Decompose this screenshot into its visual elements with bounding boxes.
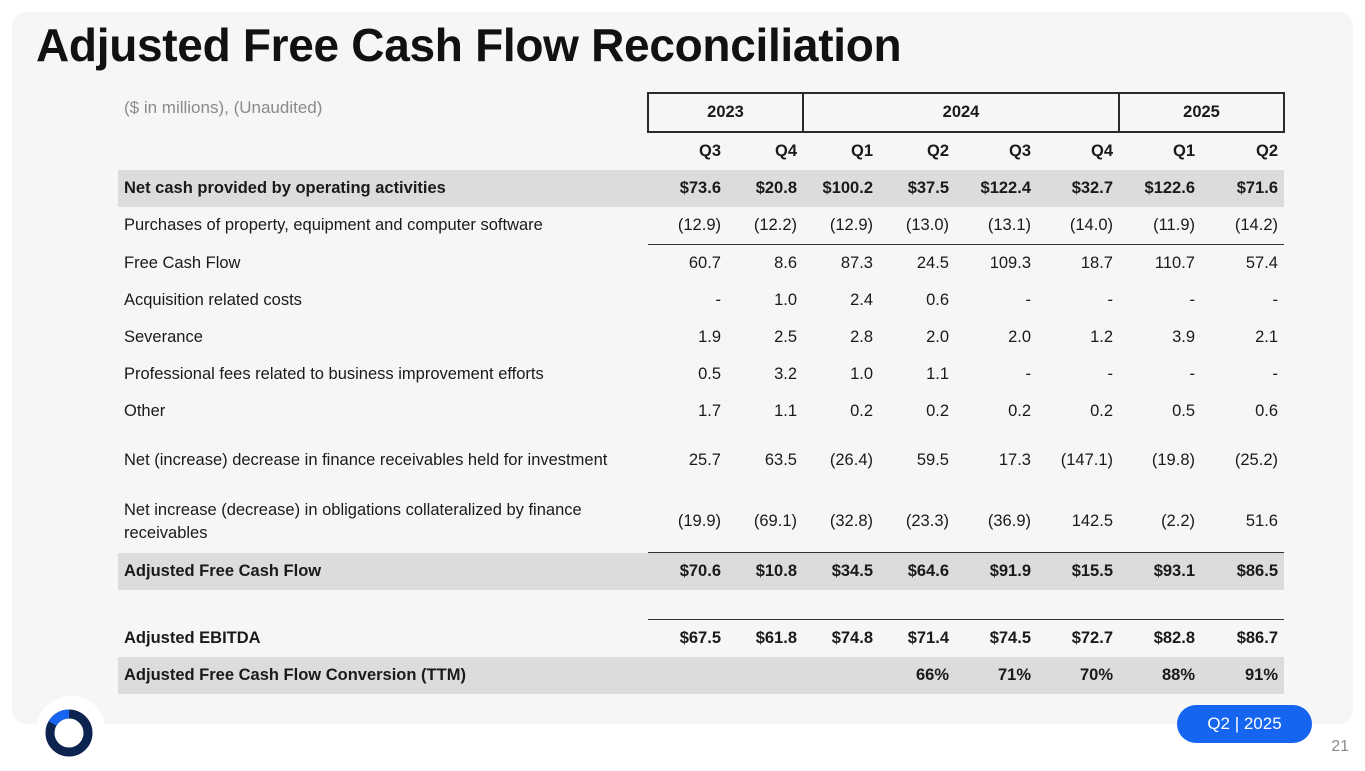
value-cell: -	[1107, 291, 1113, 309]
value-cell: 0.6	[1255, 402, 1278, 420]
row-spacer	[118, 590, 1284, 620]
value-cell: $122.6	[1119, 170, 1201, 207]
value-cell: 71%	[955, 657, 1037, 694]
value-cell: 2.8	[850, 328, 873, 346]
quarter-header: Q4	[1090, 142, 1113, 160]
value-cell: 1.9	[698, 328, 721, 346]
ring-logo-icon	[36, 696, 106, 766]
quarter-header: Q3	[698, 142, 721, 160]
value-cell: $71.6	[1201, 170, 1284, 207]
quarter-header: Q1	[850, 142, 873, 160]
value-cell: 1.1	[926, 365, 949, 383]
row-professional-fees	[118, 356, 1284, 393]
value-cell: (69.1)	[753, 512, 797, 530]
value-cell: $93.1	[1119, 553, 1201, 591]
value-cell: $100.2	[803, 170, 879, 207]
row-label: Adjusted Free Cash Flow	[118, 553, 648, 591]
row-label: Acquisition related costs	[124, 291, 302, 309]
value-cell: (19.8)	[1151, 451, 1195, 469]
value-cell: 63.5	[764, 451, 797, 469]
value-cell	[879, 590, 955, 620]
row-label	[118, 590, 648, 620]
row-acquisition-costs	[118, 282, 1284, 319]
value-cell: -	[1189, 291, 1195, 309]
row-net-cash-operating	[118, 170, 1284, 207]
value-cell	[803, 657, 879, 694]
reconciliation-table	[118, 92, 1285, 694]
value-cell: 109.3	[955, 245, 1037, 283]
value-cell: 2.5	[774, 328, 797, 346]
value-cell: $91.9	[955, 553, 1037, 591]
value-cell: -	[1189, 365, 1195, 383]
value-cell: 59.5	[916, 451, 949, 469]
value-cell: (14.0)	[1069, 216, 1113, 234]
company-logo	[36, 696, 106, 766]
row-adjusted-ebitda	[118, 620, 1284, 658]
value-cell	[803, 590, 879, 620]
row-label: Purchases of property, equipment and computer software	[124, 216, 543, 235]
row-label: Net (increase) decrease in finance receivables held for investment	[124, 451, 608, 469]
value-cell: $61.8	[727, 620, 803, 658]
row-fcf-conversion	[118, 657, 1284, 694]
row-label: Net increase (decrease) in obligations collateralized by finance receivables	[124, 500, 582, 542]
row-adjusted-fcf	[118, 553, 1284, 591]
quarter-header: Q3	[1008, 142, 1031, 160]
value-cell: $15.5	[1037, 553, 1119, 591]
value-cell: $86.7	[1201, 620, 1284, 658]
value-cell: (2.2)	[1161, 512, 1195, 530]
row-free-cash-flow	[118, 245, 1284, 283]
value-cell: $72.7	[1037, 620, 1119, 658]
units-note: ($ in millions), (Unaudited)	[124, 98, 323, 117]
value-cell: (12.9)	[677, 216, 721, 234]
quarter-header: Q2	[1255, 142, 1278, 160]
value-cell	[955, 590, 1037, 620]
value-cell: 88%	[1119, 657, 1201, 694]
row-finance-receivables	[118, 430, 1284, 491]
value-cell: 1.0	[850, 365, 873, 383]
row-label: Free Cash Flow	[124, 253, 241, 272]
year-header-2024: 2024	[803, 93, 1119, 132]
value-cell: 2.0	[926, 328, 949, 346]
row-label: Net cash provided by operating activities	[118, 170, 648, 207]
value-cell: 0.2	[1090, 402, 1113, 420]
page-number: 21	[1331, 738, 1349, 755]
value-cell: (23.3)	[905, 512, 949, 530]
value-cell: 2.1	[1255, 328, 1278, 346]
value-cell: $86.5	[1201, 553, 1284, 591]
value-cell: 2.4	[850, 291, 873, 309]
value-cell: 17.3	[998, 451, 1031, 469]
year-header-2025: 2025	[1119, 93, 1284, 132]
value-cell	[1201, 590, 1284, 620]
value-cell: (147.1)	[1060, 451, 1113, 469]
value-cell: -	[1107, 365, 1113, 383]
value-cell	[727, 657, 803, 694]
value-cell: $20.8	[727, 170, 803, 207]
value-cell	[727, 590, 803, 620]
value-cell: 0.2	[1008, 402, 1031, 420]
quarter-header: Q1	[1172, 142, 1195, 160]
value-cell: 24.5	[879, 245, 955, 283]
value-cell: $74.5	[955, 620, 1037, 658]
value-cell: 1.2	[1090, 328, 1113, 346]
value-cell: 87.3	[803, 245, 879, 283]
value-cell: 0.2	[926, 402, 949, 420]
value-cell: 60.7	[648, 245, 727, 283]
value-cell: (26.4)	[829, 451, 873, 469]
page-title: Adjusted Free Cash Flow Reconciliation	[36, 19, 902, 71]
value-cell: $64.6	[879, 553, 955, 591]
value-cell: $10.8	[727, 553, 803, 591]
row-label: Professional fees related to business improvement efforts	[124, 365, 544, 383]
value-cell: 70%	[1037, 657, 1119, 694]
value-cell: 0.6	[926, 291, 949, 309]
value-cell	[1037, 590, 1119, 620]
year-header-2023: 2023	[648, 93, 803, 132]
quarter-header-row	[118, 132, 1284, 170]
value-cell: -	[1025, 291, 1031, 309]
value-cell: -	[715, 291, 721, 309]
value-cell: (25.2)	[1234, 451, 1278, 469]
value-cell: (32.8)	[829, 512, 873, 530]
value-cell: $74.8	[803, 620, 879, 658]
value-cell: $37.5	[879, 170, 955, 207]
period-badge: Q2 | 2025	[1177, 705, 1312, 743]
value-cell: $67.5	[648, 620, 727, 658]
quarter-header: Q2	[926, 142, 949, 160]
value-cell: 66%	[879, 657, 955, 694]
value-cell: $82.8	[1119, 620, 1201, 658]
value-cell: $70.6	[648, 553, 727, 591]
value-cell: (19.9)	[677, 512, 721, 530]
value-cell: 57.4	[1201, 245, 1284, 283]
value-cell: 25.7	[688, 451, 721, 469]
value-cell: $122.4	[955, 170, 1037, 207]
value-cell: -	[1272, 365, 1278, 383]
row-label: Severance	[124, 328, 203, 346]
row-severance	[118, 319, 1284, 356]
row-label: Adjusted Free Cash Flow Conversion (TTM)	[118, 657, 648, 694]
value-cell: 1.1	[774, 402, 797, 420]
value-cell: -	[1025, 365, 1031, 383]
value-cell: -	[1272, 291, 1278, 309]
value-cell: 91%	[1201, 657, 1284, 694]
value-cell: 110.7	[1119, 245, 1201, 283]
row-obligations-collateralized	[118, 491, 1284, 553]
value-cell: 1.0	[774, 291, 797, 309]
value-cell: 2.0	[1008, 328, 1031, 346]
value-cell: 3.9	[1172, 328, 1195, 346]
value-cell: 1.7	[698, 402, 721, 420]
value-cell: (13.1)	[987, 216, 1031, 234]
value-cell: 0.2	[850, 402, 873, 420]
year-header-row	[118, 93, 1284, 132]
value-cell: (12.9)	[829, 216, 873, 234]
value-cell: 8.6	[727, 245, 803, 283]
value-cell: (14.2)	[1234, 216, 1278, 234]
value-cell: $34.5	[803, 553, 879, 591]
value-cell: (36.9)	[987, 512, 1031, 530]
value-cell: 0.5	[1172, 402, 1195, 420]
value-cell: $71.4	[879, 620, 955, 658]
quarter-header: Q4	[774, 142, 797, 160]
value-cell: $32.7	[1037, 170, 1119, 207]
value-cell: 18.7	[1037, 245, 1119, 283]
value-cell: (11.9)	[1153, 216, 1195, 234]
row-purchases-ppe	[118, 207, 1284, 245]
row-label: Other	[124, 402, 166, 420]
row-label: Adjusted EBITDA	[124, 628, 261, 647]
value-cell: 142.5	[1071, 512, 1113, 530]
value-cell: 3.2	[774, 365, 797, 383]
value-cell	[648, 657, 727, 694]
row-other	[118, 393, 1284, 430]
value-cell: 0.5	[698, 365, 721, 383]
value-cell: 51.6	[1245, 512, 1278, 530]
value-cell: (13.0)	[905, 216, 949, 234]
value-cell: $73.6	[648, 170, 727, 207]
value-cell: (12.2)	[753, 216, 797, 234]
value-cell	[1119, 590, 1201, 620]
value-cell	[648, 590, 727, 620]
